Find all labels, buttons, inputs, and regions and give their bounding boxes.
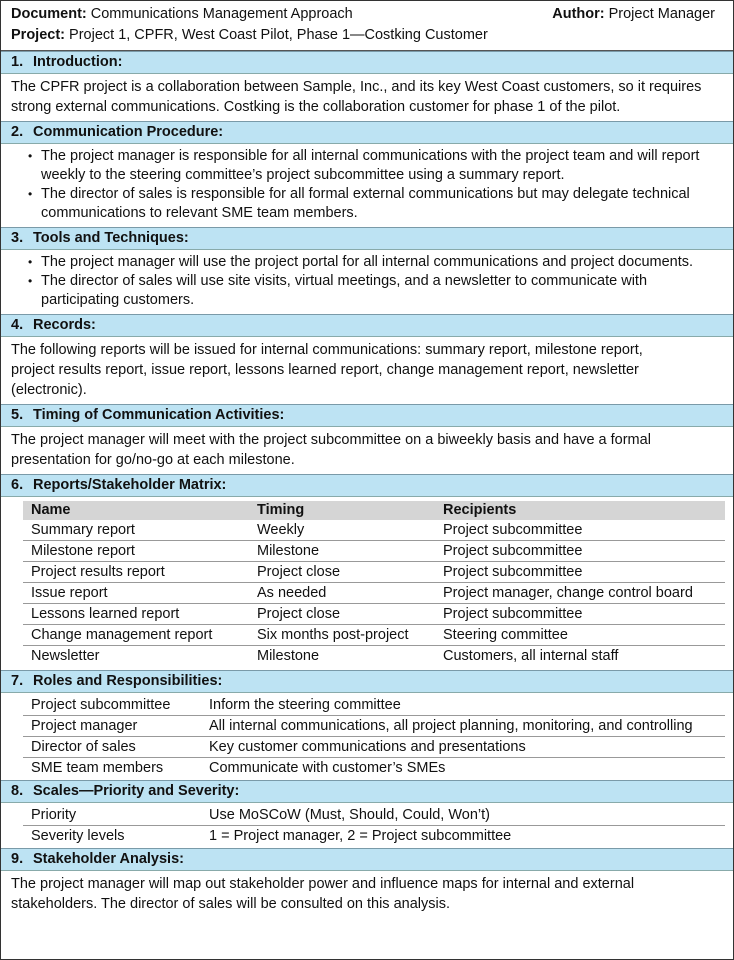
table-row: [23, 737, 725, 758]
reports-stakeholder-matrix: [23, 501, 725, 666]
project-label: Project:: [11, 27, 65, 43]
role-name: Director of sales: [23, 737, 201, 758]
role-responsibility: All internal communications, all project planning, monitoring, and controlling: [201, 716, 725, 737]
cell-name: Summary report: [23, 520, 249, 541]
table-row: [23, 805, 725, 826]
role-name: Project subcommittee: [23, 695, 201, 716]
cell-timing: Project close: [249, 562, 435, 583]
table-row: [23, 562, 725, 583]
document-header: [1, 1, 733, 51]
column-label: Timing: [249, 501, 435, 520]
roles-table: [23, 695, 725, 778]
list-item: • The project manager is responsible for all internal communications with the project team and will report weekly to the steering committee’s project subcommittee using a summary report.: [41, 147, 723, 185]
list-item: • The project manager will use the project portal for all internal communications and project documents.: [41, 253, 723, 272]
communication-procedure-list: [1, 144, 733, 227]
table-row: [23, 583, 725, 604]
cell-timing: As needed: [249, 583, 435, 604]
section-number: 7.: [11, 673, 24, 689]
table-row: [23, 716, 725, 737]
author-line: [552, 4, 715, 25]
cell-timing: Six months post-project: [249, 625, 435, 646]
section-number: 2.: [11, 124, 24, 140]
section-heading-tools-techniques: [1, 227, 733, 250]
cell-name: Change management report: [23, 625, 249, 646]
table-row: [23, 625, 725, 646]
scales-table: [23, 805, 725, 846]
scale-name: Severity levels: [31, 828, 125, 844]
cell-name: Project results report: [23, 562, 249, 583]
table-row: [23, 520, 725, 541]
stakeholder-analysis-text: The project manager will map out stakeholder power and influence maps for internal and external stakeholders. The director of sales will be consulted on this analysis.: [11, 876, 635, 912]
records-text: The following reports will be issued for internal communications: summary report, milestone report, project results report, issue report, lessons learned report, change management report, newsletter (electronic).: [11, 342, 643, 398]
section-number: 3.: [11, 230, 24, 246]
role-responsibility: Inform the steering committee: [201, 695, 725, 716]
role-name: Project manager: [23, 716, 201, 737]
section-number: 9.: [11, 851, 24, 867]
cell-timing: Project close: [249, 604, 435, 625]
section-heading-records: [1, 314, 733, 337]
section-heading-communication-procedure: [1, 121, 733, 144]
introduction-text: The CPFR project is a collaboration between Sample, Inc., and its key West Coast customers, so it requires strong external communications. Costking is the collaboration customer for phase 1 of the pilot.: [11, 79, 702, 115]
table-row: [23, 695, 725, 716]
section-title: Communication Procedure:: [33, 124, 224, 140]
column-header-name: [23, 501, 249, 520]
table-row: [23, 646, 725, 667]
cell-name: Newsletter: [31, 648, 100, 664]
section-number: 1.: [11, 54, 24, 70]
section-heading-roles: [1, 670, 733, 693]
section-heading-reports-matrix: [1, 474, 733, 497]
document-value: Communications Management Approach: [90, 6, 353, 22]
list-item: • The director of sales will use site visits, virtual meetings, and a newsletter to communicate with participating customers.: [41, 272, 723, 310]
cell-timing: Weekly: [249, 520, 435, 541]
author-value: Project Manager: [608, 6, 715, 22]
section-title: Roles and Responsibilities:: [33, 673, 223, 689]
role-name: SME team members: [31, 760, 164, 776]
cell-recipients: Steering committee: [435, 625, 725, 646]
section-heading-timing: [1, 404, 733, 427]
project-line: [11, 25, 723, 46]
scale-value: 1 = Project manager, 2 = Project subcommittee: [209, 828, 512, 844]
list-item: • The director of sales is responsible for all formal external communications but may delegate technical communications to relevant SME team members.: [41, 185, 723, 223]
role-responsibility: Key customer communications and presentations: [201, 737, 725, 758]
table-row: [23, 541, 725, 562]
section-title: Introduction:: [33, 54, 123, 70]
cell-recipients: Project manager, change control board: [435, 583, 725, 604]
cell-recipients: Customers, all internal staff: [443, 648, 619, 664]
section-heading-stakeholder-analysis: [1, 848, 733, 871]
section-heading-introduction: [1, 51, 733, 74]
cell-recipients: Project subcommittee: [435, 541, 725, 562]
role-responsibility: Communicate with customer’s SMEs: [209, 760, 446, 776]
table-row: [23, 826, 725, 847]
cell-timing: Milestone: [249, 541, 435, 562]
section-title: Tools and Techniques:: [33, 230, 189, 246]
cell-recipients: Project subcommittee: [435, 604, 725, 625]
cell-recipients: Project subcommittee: [435, 562, 725, 583]
matrix-header-row: [23, 501, 725, 520]
section-number: 4.: [11, 317, 24, 333]
tools-techniques-list: [1, 250, 733, 314]
section-title: Stakeholder Analysis:: [33, 851, 184, 867]
cell-name: Issue report: [23, 583, 249, 604]
table-row: [23, 758, 725, 779]
author-label: Author:: [552, 6, 605, 22]
timing-text: The project manager will meet with the project subcommittee on a biweekly basis and have a formal presentation for go/no-go at each milestone.: [11, 432, 651, 468]
project-value: Project 1, CPFR, West Coast Pilot, Phase 1—Costking Customer: [69, 27, 488, 43]
section-heading-scales: [1, 780, 733, 803]
section-title: Reports/Stakeholder Matrix:: [33, 477, 227, 493]
column-label: Recipients: [435, 501, 725, 520]
section-title: Records:: [33, 317, 96, 333]
section-number: 5.: [11, 407, 24, 423]
scale-value: Use MoSCoW (Must, Should, Could, Won’t): [201, 805, 725, 826]
section-number: 6.: [11, 477, 24, 493]
table-row: [23, 604, 725, 625]
scale-name: Priority: [23, 805, 201, 826]
cell-name: Lessons learned report: [23, 604, 249, 625]
section-title: Timing of Communication Activities:: [33, 407, 285, 423]
column-header-recipients: [435, 501, 725, 520]
column-label: Name: [23, 501, 249, 520]
cell-recipients: Project subcommittee: [435, 520, 725, 541]
column-header-timing: [249, 501, 435, 520]
section-title: Scales—Priority and Severity:: [33, 783, 240, 799]
cell-timing: Milestone: [257, 648, 320, 664]
cell-name: Milestone report: [23, 541, 249, 562]
section-number: 8.: [11, 783, 24, 799]
document-label: Document:: [11, 6, 87, 22]
